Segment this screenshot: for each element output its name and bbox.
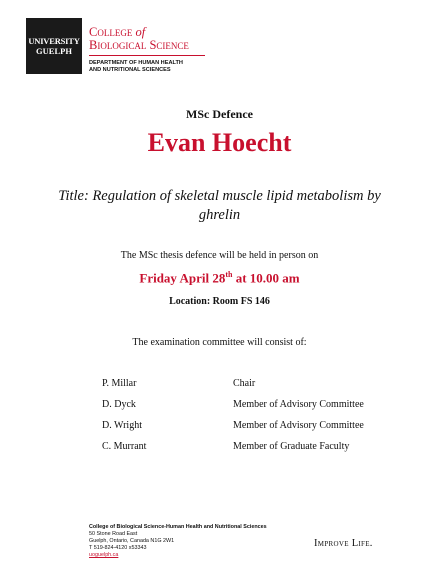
college-name: [89, 26, 189, 52]
date-part-b: at 10.00 am: [232, 270, 300, 286]
date-ordinal: th: [225, 270, 233, 279]
dept-line-1: DEPARTMENT OF HUMAN HEALTH: [89, 60, 183, 66]
committee-member-role: Chair: [233, 378, 256, 389]
footer-phone: T 519-824-4120 x53343: [89, 545, 147, 551]
footer-address-1: 50 Stone Road East: [89, 531, 138, 537]
committee-member-name: C. Murrant: [102, 441, 147, 452]
committee-member-role: Member of Graduate Faculty: [233, 441, 350, 452]
committee-member-role: Member of Advisory Committee: [233, 399, 364, 410]
thesis-title: Title: Regulation of skeletal muscle lipid metabolism by ghrelin: [58, 188, 381, 223]
department-name: [89, 60, 183, 74]
footer-heading: College of Biological Science-Human Health and Nutritional Sciences: [89, 524, 267, 530]
event-type: MSc Defence: [186, 107, 253, 121]
committee-member-role: Member of Advisory Committee: [233, 420, 364, 431]
logo-line-1: UNIVERSITY: [28, 36, 80, 46]
college-line-2: Biological Science: [89, 38, 189, 52]
committee-member-name: D. Dyck: [102, 399, 136, 410]
footer-address: [89, 524, 267, 559]
logo-line-2: GUELPH: [36, 45, 72, 56]
committee-member-name: P. Millar: [102, 378, 137, 389]
college-divider: [89, 55, 205, 56]
defence-intro: The MSc thesis defence will be held in person on: [120, 250, 319, 261]
tagline: Improve Life.: [314, 538, 373, 549]
date-part-a: Friday April 28: [139, 270, 226, 286]
footer-address-2: Guelph, Ontario, Canada N1G 2W1: [89, 538, 175, 544]
committee-intro: The examination committee will consist of:: [132, 337, 307, 348]
defence-date: [0, 270, 439, 286]
footer-website-link[interactable]: uoguelph.ca: [89, 552, 119, 558]
committee-member-name: D. Wright: [102, 420, 142, 431]
defence-location: Location: Room FS 146: [169, 296, 270, 307]
university-logo: [26, 18, 82, 74]
college-word: College: [89, 25, 133, 39]
dept-line-2: AND NUTRITIONAL SCIENCES: [89, 67, 171, 73]
college-of: of: [135, 25, 146, 39]
candidate-name: Evan Hoecht: [147, 128, 292, 157]
